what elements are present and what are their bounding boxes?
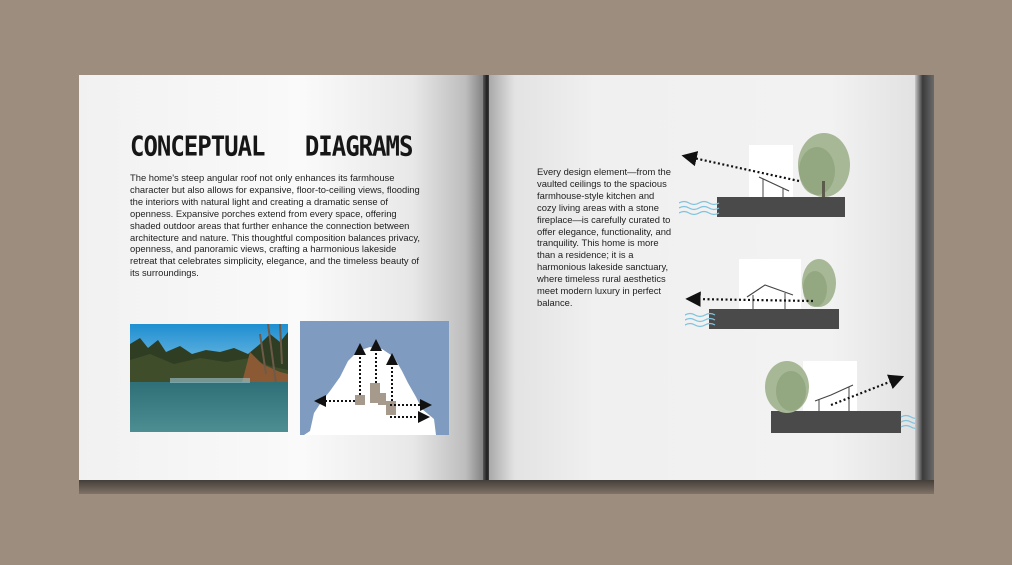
right-paragraph: Every design element—from the vaulted ceilings to the spacious farmhouse-style kitchen and cozy living areas with a stone fireplace—is carefully curated to offer elegance, functionality, and tranquility. This home is more than a residence; it is a harmonious lakeside sanctuary, where timeless rural aesthetics meet modern luxury in perfect balance.	[537, 166, 672, 308]
tree-icon	[798, 133, 850, 197]
left-paragraph: The home's steep angular roof not only enhances its farmhouse character but also allows for expansive, floor-to-ceiling views, flooding the interiors with natural light and creating a dramatic sense of openness. Expansive porches extend from every space, offering shaded outdoor areas that further enhance the connection between architecture and nature. This thoughtful composition balances privacy, openness, and panoramic views, crafting a harmonious lakeside retreat that celebrates simplicity, elegance, and the timeless beauty of its surroundings.	[130, 172, 420, 279]
lake-photo	[130, 324, 288, 432]
section-diagram-3-body	[761, 357, 925, 435]
right-page	[489, 75, 915, 480]
section-diagram-1	[679, 131, 869, 227]
section-diagram-2	[685, 257, 865, 333]
open-book	[79, 75, 934, 485]
water-waves-icon	[679, 202, 719, 215]
page-edge	[915, 75, 934, 480]
tree-icon	[802, 259, 836, 307]
page-title: CONCEPTUAL DIAGRAMS	[130, 130, 413, 163]
left-page	[79, 75, 486, 480]
tree-icon	[765, 361, 809, 413]
site-diagram	[300, 321, 449, 435]
